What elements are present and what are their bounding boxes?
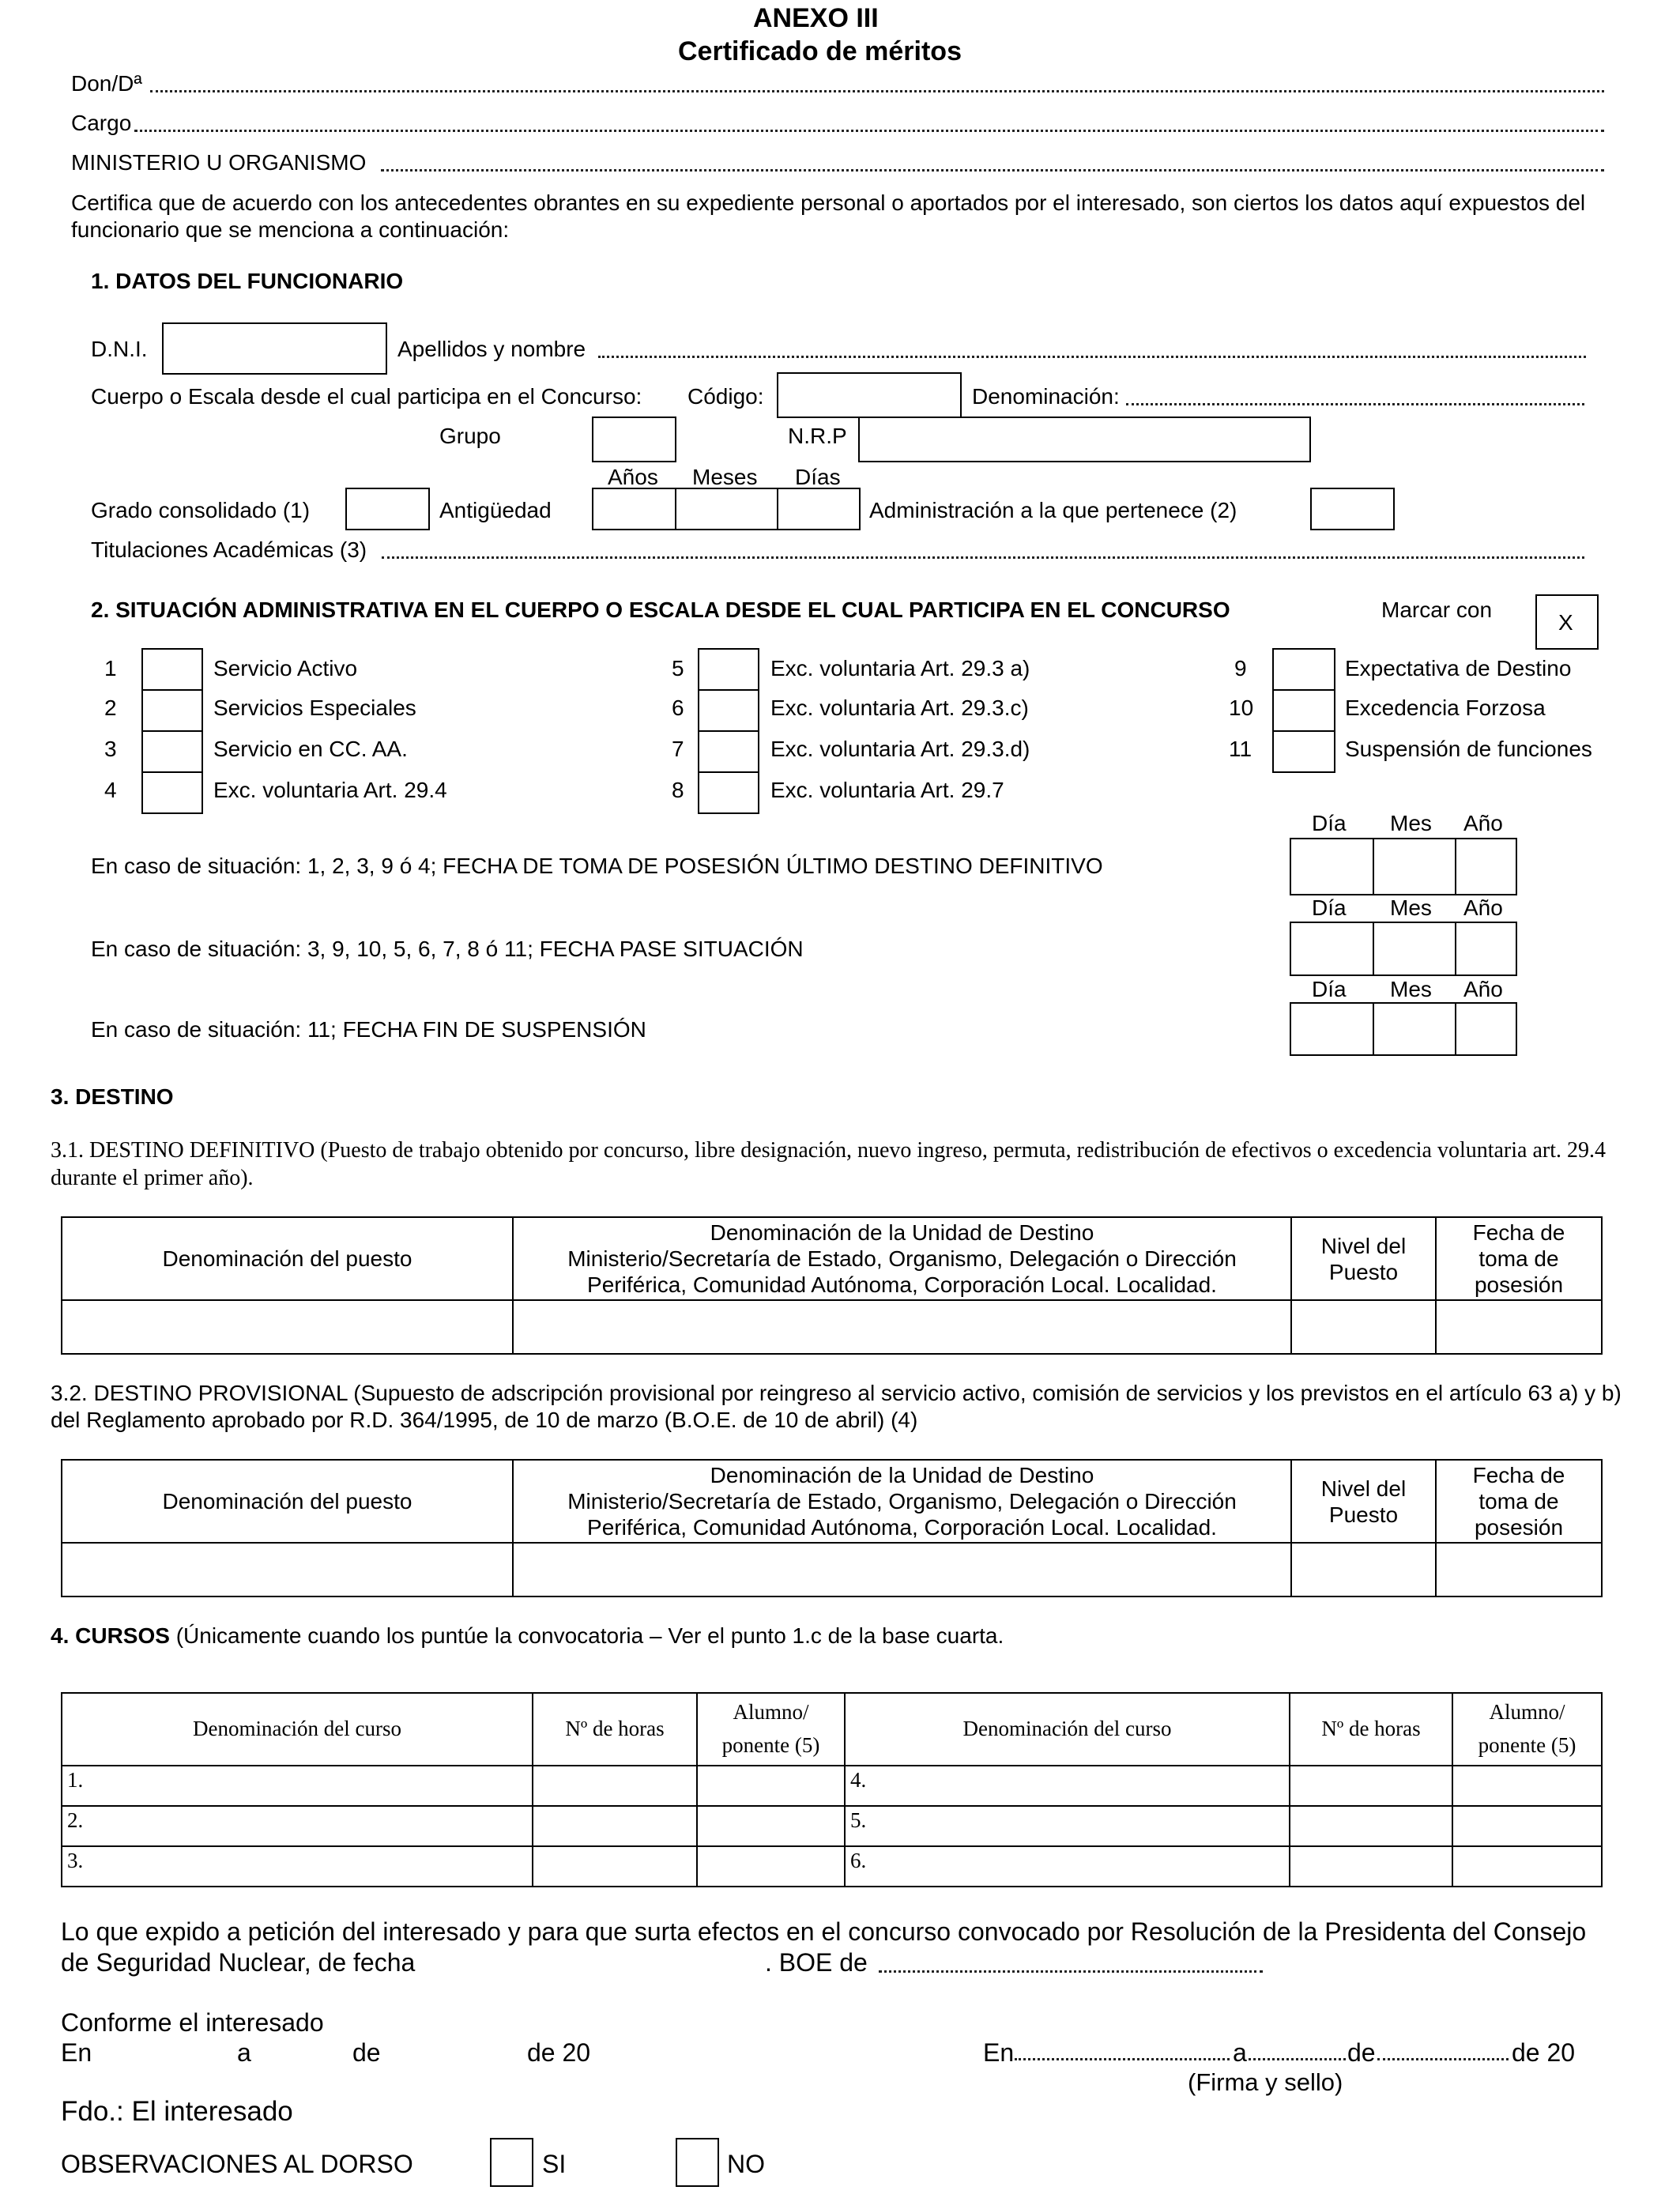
- situacion-7-checkbox[interactable]: [698, 730, 759, 773]
- codigo-label: Código:: [687, 384, 764, 409]
- th-nivel-line2: Puesto: [1328, 1259, 1399, 1284]
- boe-field[interactable]: [879, 1970, 1263, 1973]
- fecha2-dia-header: Día: [1312, 895, 1347, 920]
- curso-alumno-5[interactable]: [1452, 1806, 1602, 1846]
- fecha2-dia-field[interactable]: [1290, 922, 1374, 976]
- th-unidad-line3: Periférica, Comunidad Autónoma, Corporación Local. Localidad.: [587, 1515, 1217, 1540]
- situacion-5-label: Exc. voluntaria Art. 29.3 a): [770, 656, 1030, 680]
- fdo-label: Fdo.: El interesado: [61, 2096, 293, 2127]
- antiguedad-dias-field[interactable]: [777, 488, 861, 530]
- administracion-label: Administración a la que pertenece (2): [869, 498, 1237, 522]
- situacion-10-label: Excedencia Forzosa: [1345, 696, 1546, 720]
- situacion-6-checkbox[interactable]: [698, 689, 759, 732]
- curso-horas-1[interactable]: [533, 1766, 697, 1806]
- situacion-6-label: Exc. voluntaria Art. 29.3.c): [770, 696, 1029, 720]
- provisional-fecha-cell[interactable]: [1436, 1543, 1602, 1596]
- curso-alumno-3[interactable]: [697, 1846, 845, 1887]
- curso-horas-5[interactable]: [1290, 1806, 1452, 1846]
- th-fecha-line1: Fecha de: [1472, 1220, 1565, 1245]
- anos-label: Años: [608, 465, 658, 489]
- en-label: En: [61, 2038, 92, 2067]
- de-label: de: [352, 2038, 381, 2067]
- antiguedad-anos-field[interactable]: [592, 488, 676, 530]
- right-en-label: En: [983, 2038, 1015, 2067]
- fecha2-ano-field[interactable]: [1455, 922, 1517, 976]
- situacion-7-label: Exc. voluntaria Art. 29.3.d): [770, 737, 1030, 761]
- situacion-8-num: 8: [672, 778, 684, 802]
- th-fecha-line3: posesión: [1474, 1272, 1564, 1298]
- curso-row-5[interactable]: 5.: [845, 1806, 1290, 1846]
- th-fecha-line3: posesión: [1474, 1515, 1564, 1540]
- de20-label: de 20: [527, 2038, 591, 2067]
- cargo-field[interactable]: [134, 130, 1604, 132]
- th-fecha: [1436, 1217, 1602, 1300]
- section4-note: (Únicamente cuando los puntúe la convocatoria – Ver el punto 1.c de la base cuarta.: [169, 1623, 1004, 1648]
- fecha3-dia-field[interactable]: [1290, 1002, 1374, 1056]
- meses-label: Meses: [692, 465, 758, 489]
- denominacion-field[interactable]: [1126, 403, 1584, 405]
- destino-definitivo-text: 3.1. DESTINO DEFINITIVO (Puesto de trabajo obtenido por concurso, libre designación, nuevo ingreso, permuta, redistribución de efectivos o excedencia voluntaria art. 29.4 durante el primer año).: [51, 1138, 1606, 1190]
- situacion-3-num: 3: [104, 737, 117, 761]
- situacion-2-checkbox[interactable]: [141, 689, 203, 732]
- situacion-1-checkbox[interactable]: [141, 648, 203, 691]
- th-fecha: [1436, 1460, 1602, 1543]
- curso-horas-3[interactable]: [533, 1846, 697, 1887]
- situacion-2-label: Servicios Especiales: [213, 696, 416, 720]
- situacion-1-label: Servicio Activo: [213, 656, 358, 680]
- th-alumno-line2: ponente (5): [721, 1733, 820, 1757]
- situacion-4-label: Exc. voluntaria Art. 29.4: [213, 778, 447, 802]
- grupo-label: Grupo: [439, 424, 501, 448]
- certifica-text: Certifica que de acuerdo con los antecedentes obrantes en su expediente personal o aportados por el interesado, son ciertos los datos aquí expuestos del funcionario que se menciona a continuación:: [71, 190, 1586, 242]
- antiguedad-label: Antigüedad: [439, 498, 552, 522]
- grupo-field[interactable]: [592, 417, 676, 462]
- right-de-label: de: [1347, 2038, 1376, 2067]
- don-field[interactable]: [150, 90, 1604, 92]
- th-fecha-line2: toma de: [1478, 1489, 1559, 1514]
- th-curso-right: Denominación del curso: [845, 1693, 1290, 1766]
- th-nivel-line1: Nivel del: [1320, 1476, 1407, 1501]
- observaciones-label: OBSERVACIONES AL DORSO: [61, 2150, 413, 2178]
- expido-line2a: de Seguridad Nuclear, de fecha: [61, 1948, 416, 1977]
- th-alumno-line1: Alumno/: [733, 1700, 809, 1725]
- th-horas-right: Nº de horas: [1290, 1693, 1452, 1766]
- curso-row-2[interactable]: 2.: [62, 1806, 533, 1846]
- situacion-11-num: 11: [1229, 737, 1252, 761]
- apellidos-label: Apellidos y nombre: [397, 337, 586, 361]
- codigo-field[interactable]: [777, 372, 962, 418]
- th-unidad-line2: Ministerio/Secretaría de Estado, Organismo, Delegación o Dirección: [567, 1489, 1237, 1514]
- definitivo-unidad-cell[interactable]: [513, 1300, 1291, 1354]
- situacion-7-num: 7: [672, 737, 684, 761]
- th-unidad-line1: Denominación de la Unidad de Destino: [710, 1463, 1094, 1487]
- section4-title: 4. CURSOS: [51, 1623, 170, 1648]
- situacion-11-label: Suspensión de funciones: [1345, 737, 1592, 761]
- situacion-10-num: 10: [1229, 696, 1254, 720]
- situacion-8-label: Exc. voluntaria Art. 29.7: [770, 778, 1004, 802]
- destino-provisional-text: 3.2. DESTINO PROVISIONAL (Supuesto de adscripción provisional por reingreso al servicio activo, comisión de servicios y los previstos en el artículo 63 a) y b) del Reglamento aprobado por R.D. 364/1995, de 10 de marzo (B.O.E. de 10 de abril) (4): [51, 1381, 1622, 1432]
- fecha3-ano-header: Año: [1463, 977, 1503, 1001]
- situacion-5-checkbox[interactable]: [698, 648, 759, 691]
- situacion-4-checkbox[interactable]: [141, 771, 203, 814]
- situacion-11-checkbox[interactable]: [1272, 730, 1335, 773]
- situacion-10-checkbox[interactable]: [1272, 689, 1335, 732]
- section2-title: 2. SITUACIÓN ADMINISTRATIVA EN EL CUERPO O ESCALA DESDE EL CUAL PARTICIPA EN EL CONCURSO: [91, 598, 1230, 622]
- section3-title: 3. DESTINO: [51, 1084, 174, 1109]
- curso-alumno-2[interactable]: [697, 1806, 845, 1846]
- fecha3-label: En caso de situación: 11; FECHA FIN DE SUSPENSIÓN: [91, 1017, 646, 1042]
- th-alumno-line1: Alumno/: [1489, 1700, 1565, 1725]
- situacion-9-checkbox[interactable]: [1272, 648, 1335, 691]
- marcar-x: X: [1558, 610, 1573, 635]
- right-a-field[interactable]: [1249, 2058, 1346, 2060]
- fecha1-mes-header: Mes: [1390, 811, 1432, 835]
- th-fecha-line1: Fecha de: [1472, 1463, 1565, 1487]
- fecha3-mes-header: Mes: [1390, 977, 1432, 1001]
- antiguedad-meses-field[interactable]: [675, 488, 778, 530]
- th-puesto: Denominación del puesto: [62, 1217, 513, 1300]
- curso-row-1[interactable]: 1.: [62, 1766, 533, 1806]
- curso-horas-4[interactable]: [1290, 1766, 1452, 1806]
- definitivo-nivel-cell[interactable]: [1291, 1300, 1436, 1354]
- curso-row-3[interactable]: 3.: [62, 1846, 533, 1887]
- right-de-field[interactable]: [1377, 2058, 1509, 2060]
- th-alumno-left: [697, 1693, 845, 1766]
- no-label: NO: [727, 2150, 765, 2178]
- destino-definitivo-table: [61, 1216, 1603, 1355]
- form-subtitle: Certificado de méritos: [678, 36, 962, 66]
- right-a-label: a: [1233, 2038, 1247, 2067]
- right-en-field[interactable]: [1015, 2058, 1230, 2060]
- ministerio-label: MINISTERIO U ORGANISMO: [71, 150, 367, 175]
- fecha2-label: En caso de situación: 3, 9, 10, 5, 6, 7, 8 ó 11; FECHA PASE SITUACIÓN: [91, 937, 804, 961]
- th-unidad-line3: Periférica, Comunidad Autónoma, Corporación Local. Localidad.: [587, 1272, 1217, 1298]
- situacion-2-num: 2: [104, 696, 117, 720]
- situacion-3-checkbox[interactable]: [141, 730, 203, 773]
- a-label: a: [237, 2038, 251, 2067]
- apellidos-field[interactable]: [598, 356, 1586, 358]
- situacion-1-num: 1: [104, 656, 117, 680]
- ministerio-field[interactable]: [381, 169, 1604, 172]
- provisional-nivel-cell[interactable]: [1291, 1543, 1436, 1596]
- th-unidad: [513, 1460, 1291, 1543]
- si-checkbox[interactable]: [490, 2138, 533, 2187]
- destino-provisional-table: [61, 1459, 1603, 1597]
- si-label: SI: [542, 2150, 567, 2178]
- curso-row-4[interactable]: 4.: [845, 1766, 1290, 1806]
- fecha1-mes-field[interactable]: [1373, 838, 1456, 895]
- fecha1-ano-field[interactable]: [1455, 838, 1517, 895]
- nrp-label: N.R.P: [788, 424, 847, 448]
- curso-row-6[interactable]: 6.: [845, 1846, 1290, 1887]
- grado-field[interactable]: [345, 488, 430, 530]
- right-de20-label: de 20: [1512, 2038, 1576, 2067]
- fecha2-ano-header: Año: [1463, 895, 1503, 920]
- th-unidad-line2: Ministerio/Secretaría de Estado, Organismo, Delegación o Dirección: [567, 1246, 1237, 1272]
- fecha3-dia-header: Día: [1312, 977, 1347, 1001]
- th-puesto: Denominación del puesto: [62, 1460, 513, 1543]
- curso-horas-6[interactable]: [1290, 1846, 1452, 1887]
- th-curso-left: Denominación del curso: [62, 1693, 533, 1766]
- fecha3-ano-field[interactable]: [1455, 1002, 1517, 1056]
- th-horas-left: Nº de horas: [533, 1693, 697, 1766]
- situacion-3-label: Servicio en CC. AA.: [213, 737, 408, 761]
- expido-line2b: . BOE de: [765, 1948, 868, 1977]
- situacion-6-num: 6: [672, 696, 684, 720]
- firma-label: (Firma y sello): [1188, 2068, 1343, 2096]
- curso-horas-2[interactable]: [533, 1806, 697, 1846]
- curso-alumno-1[interactable]: [697, 1766, 845, 1806]
- situacion-9-num: 9: [1234, 656, 1247, 680]
- th-alumno-line2: ponente (5): [1478, 1733, 1576, 1757]
- marcar-label: Marcar con: [1381, 598, 1493, 622]
- section1-title: 1. DATOS DEL FUNCIONARIO: [91, 269, 404, 293]
- dni-label: D.N.I.: [91, 337, 148, 361]
- provisional-unidad-cell[interactable]: [513, 1543, 1291, 1596]
- administracion-field[interactable]: [1310, 488, 1395, 530]
- situacion-4-num: 4: [104, 778, 117, 802]
- cargo-label: Cargo: [71, 111, 132, 135]
- nrp-field[interactable]: [858, 417, 1311, 462]
- fecha2-mes-field[interactable]: [1373, 922, 1456, 976]
- grado-label: Grado consolidado (1): [91, 498, 311, 522]
- fecha2-mes-header: Mes: [1390, 895, 1432, 920]
- fecha3-mes-field[interactable]: [1373, 1002, 1456, 1056]
- dias-label: Días: [795, 465, 841, 489]
- curso-alumno-6[interactable]: [1452, 1846, 1602, 1887]
- th-unidad-line1: Denominación de la Unidad de Destino: [710, 1220, 1094, 1245]
- situacion-8-checkbox[interactable]: [698, 771, 759, 814]
- titulaciones-label: Titulaciones Académicas (3): [91, 537, 367, 562]
- th-nivel-line2: Puesto: [1328, 1502, 1399, 1527]
- form-title: ANEXO III: [753, 3, 879, 33]
- situacion-5-num: 5: [672, 656, 684, 680]
- titulaciones-field[interactable]: [382, 556, 1584, 559]
- th-nivel-line1: Nivel del: [1320, 1233, 1407, 1258]
- curso-alumno-4[interactable]: [1452, 1766, 1602, 1806]
- definitivo-fecha-cell[interactable]: [1436, 1300, 1602, 1354]
- th-nivel: [1291, 1217, 1436, 1300]
- situacion-9-label: Expectativa de Destino: [1345, 656, 1572, 680]
- fecha1-dia-field[interactable]: [1290, 838, 1374, 895]
- cursos-table: [61, 1692, 1603, 1887]
- fecha1-ano-header: Año: [1463, 811, 1503, 835]
- th-alumno-right: [1452, 1693, 1602, 1766]
- cuerpo-label: Cuerpo o Escala desde el cual participa en el Concurso:: [91, 384, 642, 409]
- conforme-label: Conforme el interesado: [61, 2008, 324, 2037]
- don-label: Don/Dª: [71, 71, 142, 96]
- th-unidad: [513, 1217, 1291, 1300]
- th-fecha-line2: toma de: [1478, 1246, 1559, 1272]
- th-nivel: [1291, 1460, 1436, 1543]
- provisional-puesto-cell[interactable]: [62, 1543, 513, 1596]
- no-checkbox[interactable]: [676, 2138, 719, 2187]
- denominacion-label: Denominación:: [972, 384, 1120, 409]
- expido-line1: Lo que expido a petición del interesado y para que surta efectos en el concurso convocado por Resolución de la Presidenta del Consejo: [61, 1917, 1587, 1946]
- fecha1-dia-header: Día: [1312, 811, 1347, 835]
- section4-heading: [51, 1623, 1004, 1649]
- dni-field[interactable]: [162, 322, 387, 375]
- fecha1-label: En caso de situación: 1, 2, 3, 9 ó 4; FECHA DE TOMA DE POSESIÓN ÚLTIMO DESTINO DEFINITIVO: [91, 854, 1103, 878]
- definitivo-puesto-cell[interactable]: [62, 1300, 513, 1354]
